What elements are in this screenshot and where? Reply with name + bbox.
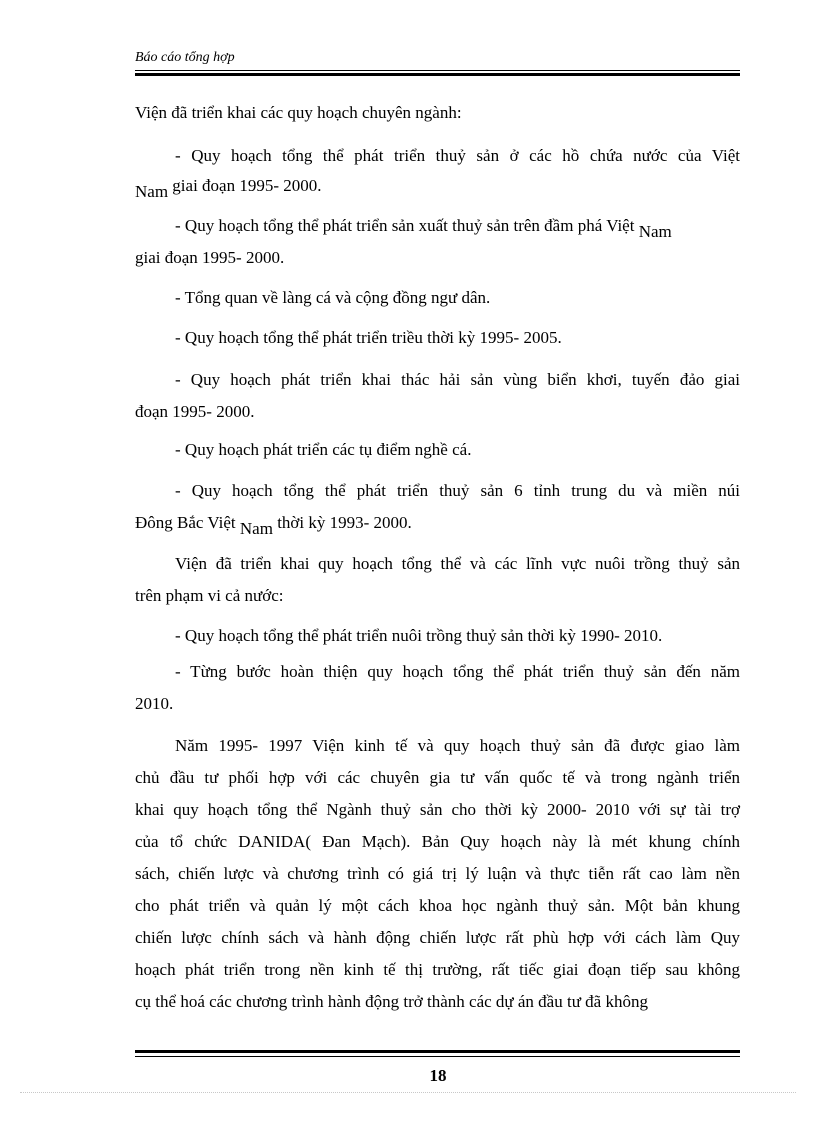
text-line: chủ đầu tư phối hợp với các chuyên gia tư vấn quốc tế và trong ngành triển [135,768,740,787]
text-fragment: Nam [638,222,672,241]
text-line: hoạch phát triển trong nền kinh tế thị trường, rất tiếc giai đoạn tiếp sau không [135,960,740,979]
text-line: cho phát triển và quản lý một cách khoa học ngành thuỷ sản. Một bản khung [135,896,740,915]
text-fragment: thời kỳ 1993- 2000. [272,513,412,532]
text-line: Năm 1995- 1997 Viện kinh tế và quy hoạch thuỷ sản đã được giao làm [175,736,740,755]
text-line: 2010. [135,694,174,713]
text-line: - Quy hoạch tổng thể phát triển thuỷ sản 6 tỉnh trung du và miền núi [175,481,740,500]
text-line: Viện đã triển khai quy hoạch tổng thể và các lĩnh vực nuôi trồng thuỷ sản [175,554,740,573]
text-line [175,216,740,241]
text-line: - Quy hoạch phát triển khai thác hải sản vùng biển khơi, tuyến đảo giai [175,370,740,389]
text-line: cụ thể hoá các chương trình hành động trở thành các dự án đầu tư đã không [135,992,648,1011]
header-rule-thick [135,73,740,76]
text-line: - Quy hoạch phát triển các tụ điểm nghề cá. [175,440,472,459]
footer-rule-thick [135,1050,740,1053]
page-edge-dotted-line [20,1092,796,1093]
page-number: 18 [429,1066,447,1085]
text-line: của tổ chức DANIDA( Đan Mạch). Bản Quy hoạch này là mét khung chính [135,832,740,851]
text-fragment: Nam [135,182,169,201]
text-fragment: Đông Bắc Việt [135,513,240,532]
text-line: - Từng bước hoàn thiện quy hoạch tổng thể phát triển thuỷ sản đến năm [175,662,740,681]
text-line: khai quy hoạch tổng thể Ngành thuỷ sản cho thời kỳ 2000- 2010 với sự tài trợ [135,800,740,819]
text-line: Viện đã triển khai các quy hoạch chuyên ngành: [135,103,462,122]
text-fragment: giai đoạn 1995- 2000. [168,176,322,195]
text-line: - Quy hoạch tổng thể phát triển nuôi trồng thuỷ sản thời kỳ 1990- 2010. [175,626,663,645]
header-rule-thin [135,70,740,71]
text-line: sách, chiến lược và chương trình có giá trị lý luận và thực tiễn rất cao làm nền [135,864,740,883]
text-line: - Quy hoạch tổng thể phát triển thuỷ sản ở các hồ chứa nước của Việt [175,146,740,165]
text-fragment: - Quy hoạch tổng thể phát triển sản xuất thuỷ sản trên đầm phá Việt [175,216,639,235]
page-header-title: Báo cáo tổng hợp [135,50,235,65]
text-line [135,513,740,538]
text-line: chiến lược chính sách và hành động chiến lược rất phù hợp với cách làm Quy [135,928,740,947]
text-line: giai đoạn 1995- 2000. [135,248,285,267]
text-line: trên phạm vi cả nước: [135,586,284,605]
footer-rule-thin [135,1056,740,1057]
text-fragment: Nam [239,519,273,538]
text-line [135,176,740,201]
text-line: - Tổng quan về làng cá và cộng đồng ngư dân. [175,288,491,307]
text-line: đoạn 1995- 2000. [135,402,255,421]
text-line: - Quy hoạch tổng thể phát triển triều thời kỳ 1995- 2005. [175,328,562,347]
